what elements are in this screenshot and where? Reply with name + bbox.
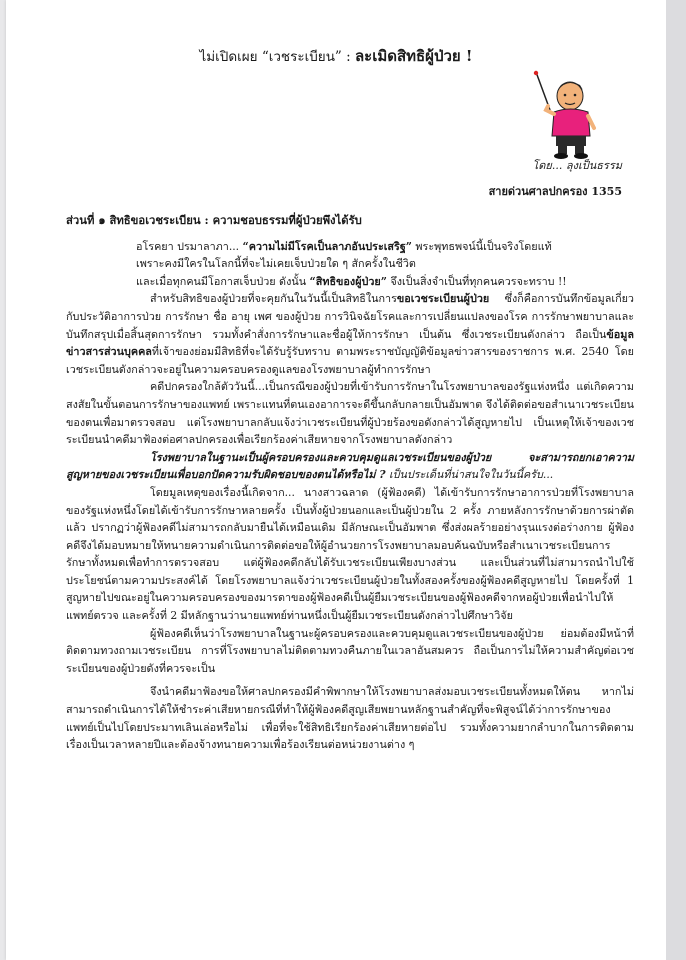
paragraph-6: จึงนำคดีมาฟ้องขอให้ศาลปกครองมีคำพิพากษาให้โรงพยาบาลส่งมอบเวชระเบียนทั้งหมดให้ตน หากไม่สามารถดำเนินการได้ให้ชำระค่าเสียหายกรณีที่ทำให้ผู้ฟ้องคดีสูญเสียพยานหลักฐานสำคัญที่จะพิสูจน์ได้ว่าการรักษาของแพทย์เป็นไปโดยประมาทเลินเล่อหรือไม่ เพื่อที่จะใช้สิทธิเรียกร้องค่าเสียหายต่อไป รวมทั้งความยากลำบากในการติดตามเรื่องเป็นเวลาหลายปีและต้องจ้างทนายความเพื่อร้องเรียนต่อหน่วยงานต่าง ๆ [66,685,634,752]
paragraph-3 [66,449,634,484]
quote-line-1-c: พระพุทธพจน์นี้เป็นจริงโดยแท้ [412,239,552,253]
cartoon-illustration [528,70,608,160]
paragraph-1-a: สำหรับสิทธิของผู้ป่วยที่จะคุยกันในวันนี้เป็นสิทธิในการ [150,292,397,306]
quote-line-2: เพราะคงมีใครในโลกนี้ที่จะไม่เคยเจ็บป่วยใด ๆ สักครั้งในชีวิต [136,257,416,271]
title-prefix: ไม่เปิดเผย “เวชระเบียน” [199,49,342,65]
paragraph-3-question: โรงพยาบาลในฐานะเป็นผู้ครอบครองและควบคุมดูแลเวชระเบียนของผู้ป่วย จะสามารถยกเอาความสูญหายของเวชระเบียนเพื่อบอกปัดความรับผิดชอบของตนได้หรือไม่ ? [66,450,634,482]
viewer-right-strip [666,0,686,960]
quote-line-1 [66,238,634,256]
article-title [6,44,666,68]
title-colon: : [341,49,355,65]
paragraph-1-b: ขอเวชระเบียนผู้ป่วย [396,292,490,306]
quote-line-3 [66,273,634,291]
quote-line-1-a: อโรคยา ปรมาลาภา... [136,239,243,253]
paragraph-4: โดยมูลเหตุของเรื่องนี้เกิดจาก... นางสาวฉลาด (ผู้ฟ้องคดี) ได้เข้ารับการรักษาอาการป่วยที่โรงพยาบาลของรัฐแห่งหนึ่งโดยได้เข้ารับการรักษาหลายครั้ง เป็นทั้งผู้ป่วยนอกและเป็นผู้ป่วยใน 2 ครั้ง ภายหลังการรักษาด้วยการผ่าตัดแล้ว ปรากฏว่าผู้ฟ้องคดีไม่สามารถกลับมายืนได้เหมือนเดิม มีลักษณะเป็นอัมพาต ซึ่งส่งผลร้ายอย่างรุนแรงต่อร่างกาย ผู้ฟ้องคดีจึงได้มอบหมายให้ทนายความดำเนินการติดต่อขอให้ผู้อำนวยการโรงพยาบาลมอบค้นฉบับหรือสำเนาเวชระเบียนการรักษาทั้งหมดเพื่อทำการตรวจสอบ แต่ผู้ฟ้องคดีกลับได้รับเวชระเบียนเพียงบางส่วน และเป็นส่วนที่ไม่สามารถนำไปใช้ประโยชน์ตามความประสงค์ได้ โดยโรงพยาบาลแจ้งว่าเวชระเบียนผู้ป่วยในทั้งสองครั้งของผู้ฟ้องคดีสูญหายไป โดยครั้งที่ 1 สูญหายไปขณะอยู่ในความครอบครองของมารดาของผู้ฟ้องคดีเป็นผู้ยืมเวชระเบียนของผู้ฟ้องคดีจากหอผู้ป่วยเพื่อนำไปให้แพทย์ตรวจ และครั้งที่ 2 มีหลักฐานว่านายแพทย์ท่านหนึ่งเป็นผู้ยืมเวชระเบียนดังกล่าวไปศึกษาวิจัย [66,485,634,623]
paragraph-1-d: ข้อมูลข่าวสารส่วนบุคคล [66,327,634,359]
paragraph-1 [66,290,634,378]
author-byline: โดย... ลุงเป็นธรรม [532,159,622,172]
paragraph-2: คดีปกครองใกล้ตัววันนี้...เป็นกรณีของผู้ป่วยที่เข้ารับการรักษาในโรงพยาบาลของรัฐแห่งหนึ่ง แต่เกิดความสงสัยในขั้นตอนการรักษาของแพทย์ เพราะแทนที่ตนเองอาการจะดีขึ้นกลับกลายเป็นอัมพาต จึงได้ติดต่อขอสำเนาเวชระเบียนของตนเพื่อมาตรวจสอบ แต่โรงพยาบาลกลับแจ้งว่าเวชระเบียนที่ผู้ป่วยร้องขอดังกล่าวได้สูญหายไป เป็นเหตุให้เจ้าของเวชระเบียนนำคดีมาฟ้องต่อศาลปกครองเพื่อเรียกร้องค่าเสียหายจากโรงพยาบาลดังกล่าว [66,380,634,447]
quote-line-3-b: “สิทธิของผู้ป่วย” [309,274,387,288]
title-main: ละเมิดสิทธิผู้ป่วย ! [354,47,473,65]
paragraph-1-c: ซึ่งก็คือการบันทึกข้อมูลเกี่ยวกับประวัติอาการป่วย การรักษา ชื่อ อายุ เพศ ของผู้ป่วย การวินิจฉัยโรคและการเปลี่ยนแปลงของโรค การรักษาพยาบาลและบันทึกสรุปเมื่อสิ้นสุดการรักษา รวมทั้งคำสั่งการรักษาและชื่อผู้ให้การรักษา เป็นต้น ซึ่งเวชระเบียนดังกล่าว ถือเป็น [66,292,634,341]
document-page [6,0,666,960]
quote-line-3-c: จึงเป็นสิ่งจำเป็นที่ทุกคนควรจะทราบ !! [386,274,567,288]
quote-line-3-a: และเมื่อทุกคนมีโอกาสเจ็บป่วย ดังนั้น [136,274,310,288]
paragraph-5: ผู้ฟ้องคดีเห็นว่าโรงพยาบาลในฐานะผู้ครอบครองและควบคุมดูแลเวชระเบียนของผู้ป่วย ย่อมต้องมีหน้าที่ติดตามทวงถามเวชระเบียน การที่โรงพยาบาลไม่ติดตามทวงคืนภายในเวลาอันสมควร ถือเป็นการไม่ให้ความสำคัญต่อเวชระเบียนของผู้ป่วยดังที่ควรจะเป็น [66,626,634,675]
paragraph-1-e: ที่เจ้าของย่อมมีสิทธิที่จะได้รับรู้รับทราบ ตามพระราชบัญญัติข้อมูลข่าวสารของราชการ พ.ศ. 2540 โดยเวชระเบียนดังกล่าวจะอยู่ในความครอบครองดูแลของโรงพยาบาลผู้ทำการรักษา [66,345,634,376]
quote-line-1-b: “ความไม่มีโรคเป็นลาภอันประเสริฐ” [242,239,412,253]
paragraph-3-tail: เป็นประเด็นที่น่าสนใจในวันนี้ครับ... [385,468,554,482]
hotline-text: สายด่วนศาลปกครอง 1355 [488,185,622,198]
section-heading: ส่วนที่ ๑ สิทธิขอเวชระเบียน : ความชอบธรรมที่ผู้ป่วยพึงได้รับ [66,213,362,227]
article-body [66,212,634,754]
